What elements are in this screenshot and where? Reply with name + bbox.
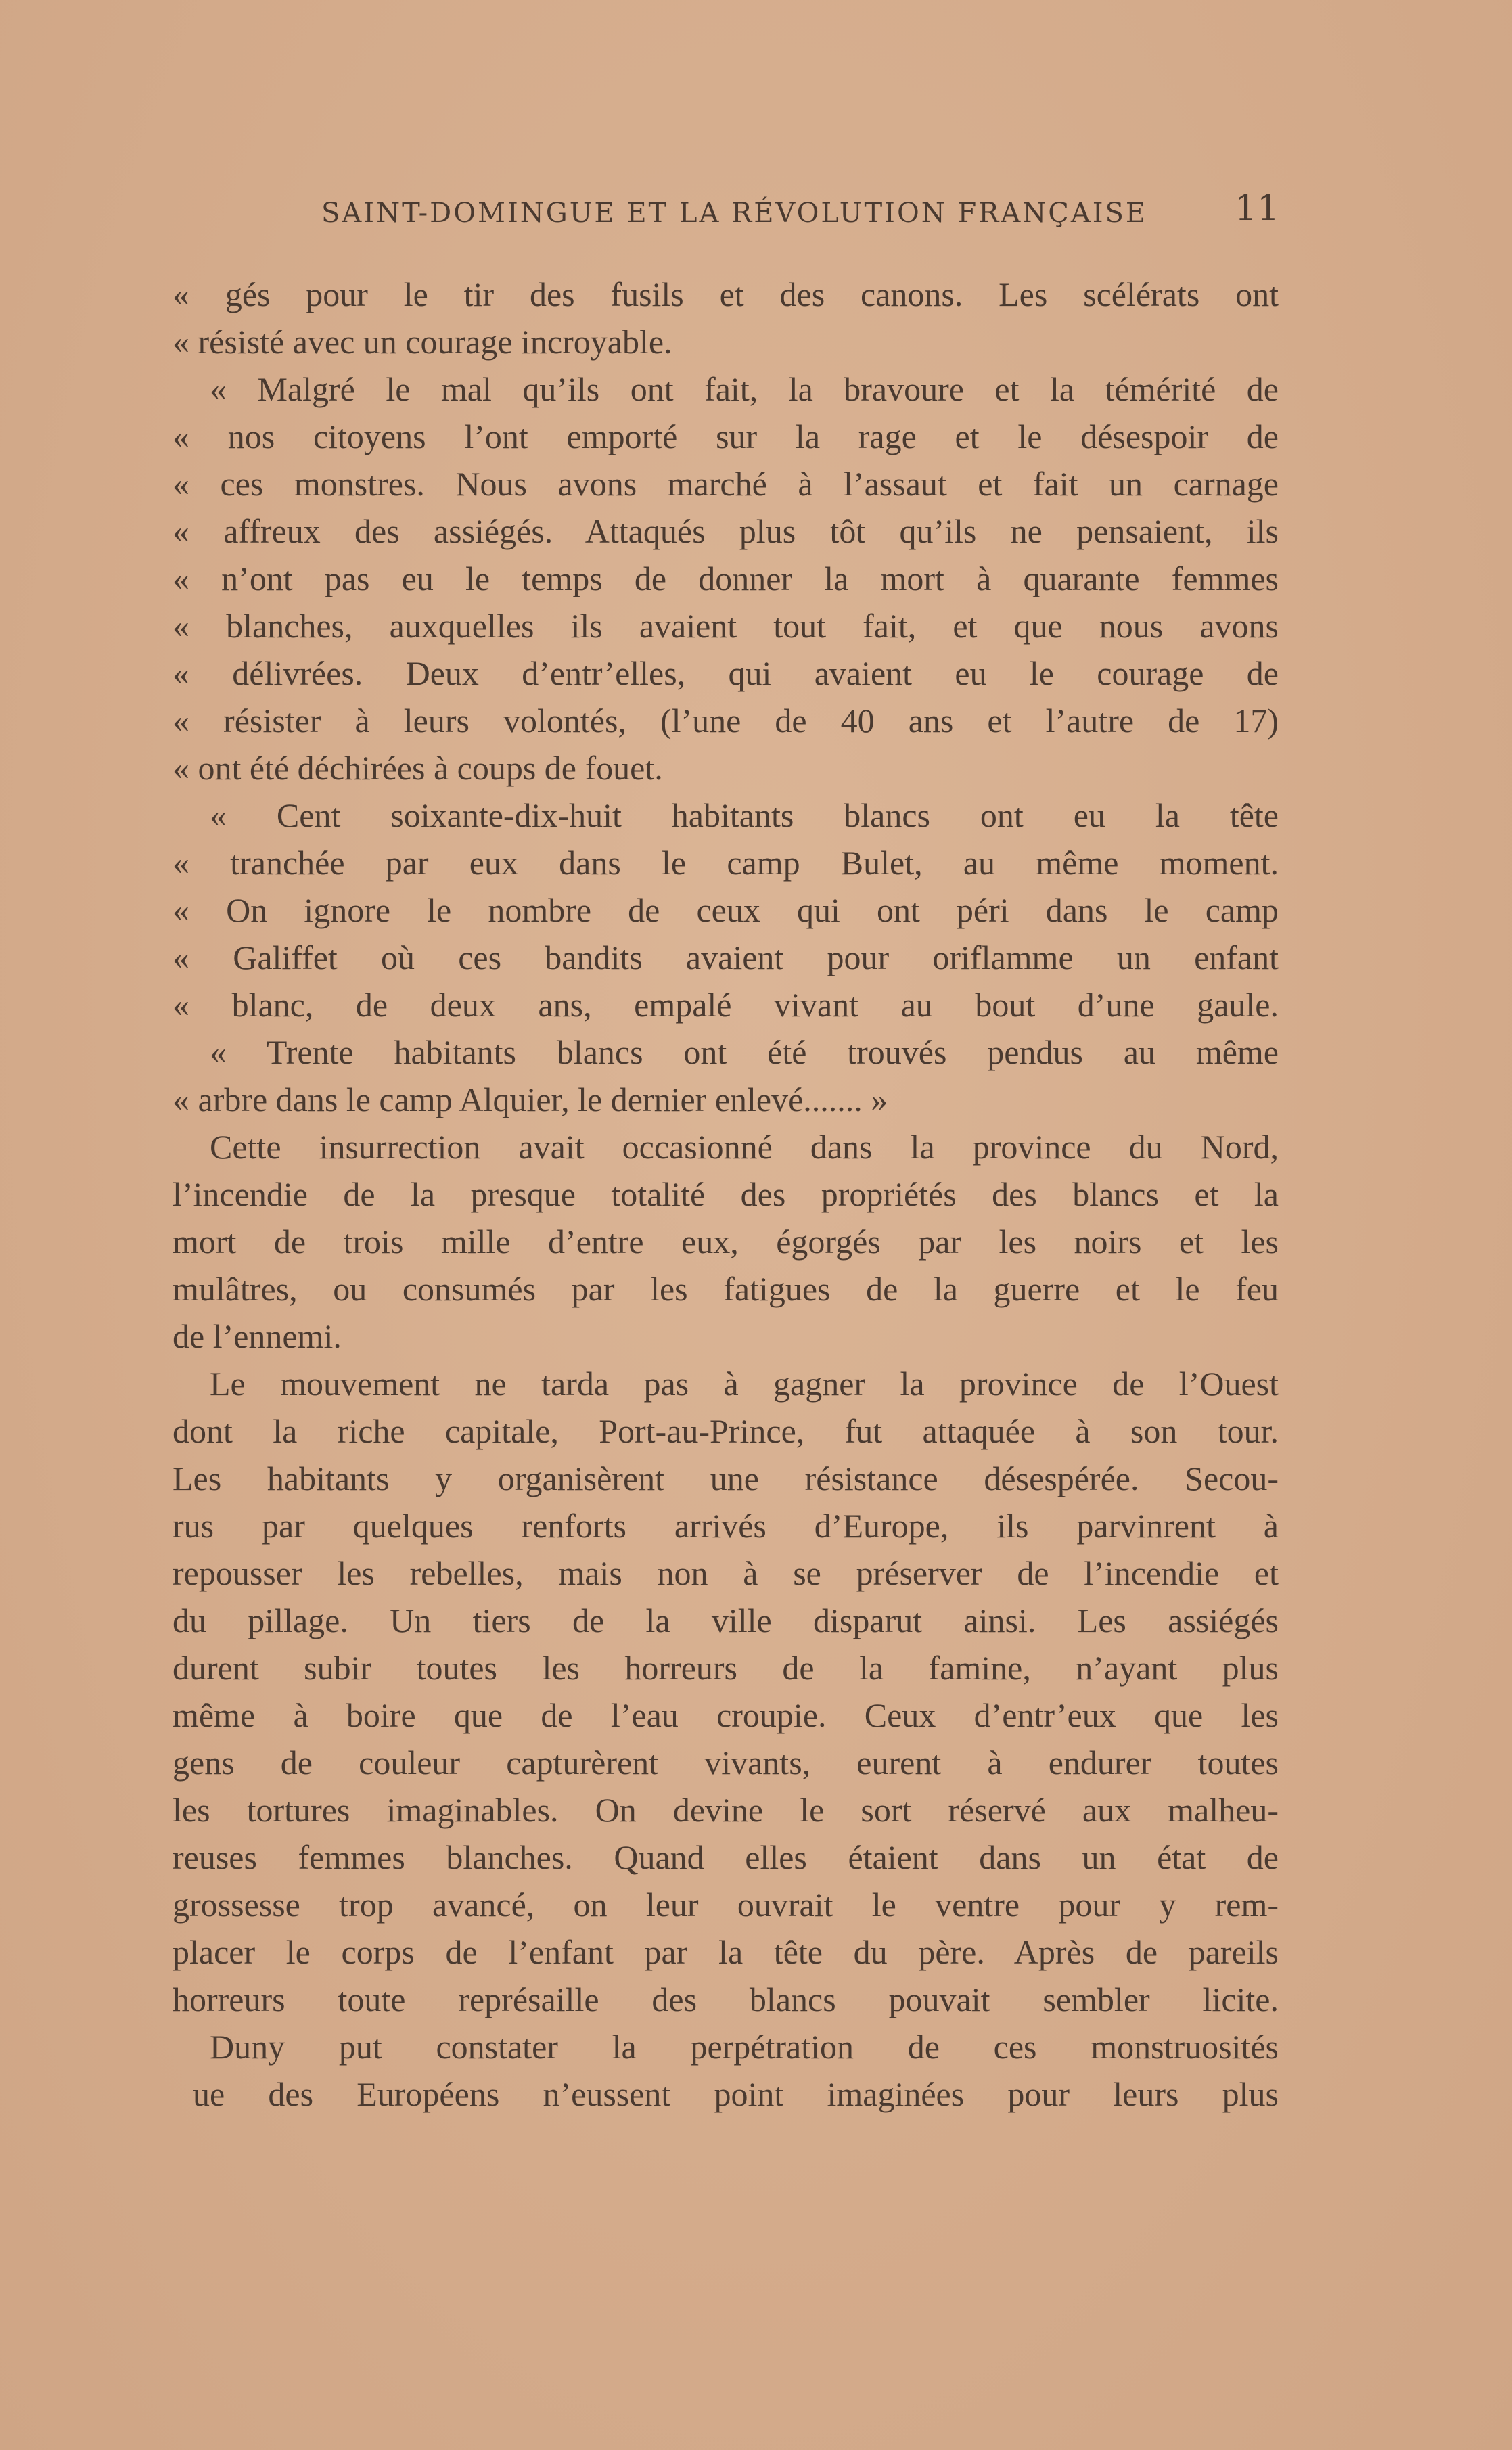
text-line: de l’ennemi. bbox=[173, 1317, 342, 1355]
text-line: rus par quelques renforts arrivés d’Europe, ils parvinrent à bbox=[173, 1507, 1279, 1545]
page-number: 11 bbox=[1235, 188, 1280, 229]
text-line: « blanches, auxquelles ils avaient tout fait, et que nous avons bbox=[173, 607, 1279, 645]
text-line: horreurs toute représaille des blancs pouvait sembler licite. bbox=[173, 1980, 1279, 2018]
text-line: « délivrées. Deux d’entr’elles, qui avaient eu le courage de bbox=[173, 654, 1279, 692]
text-line: « affreux des assiégés. Attaqués plus tôt qu’ils ne pensaient, ils bbox=[173, 512, 1279, 550]
text-line: « blanc, de deux ans, empalé vivant au bout d’une gaule. bbox=[173, 986, 1279, 1024]
text-line: ue des Européens n’eussent point imaginées pour leurs plus bbox=[193, 2075, 1279, 2113]
text-line: placer le corps de l’enfant par la tête du père. Après de pareils bbox=[173, 1933, 1279, 1971]
text-line: Duny put constater la perpétration de ces monstruosités bbox=[210, 2028, 1279, 2066]
text-line: mort de trois mille d’entre eux, égorgés par les noirs et les bbox=[173, 1223, 1279, 1261]
text-line: gens de couleur capturèrent vivants, eurent à endurer toutes bbox=[173, 1744, 1279, 1782]
text-line: « résister à leurs volontés, (l’une de 40 ans et l’autre de 17) bbox=[173, 702, 1279, 740]
text-line: « résisté avec un courage incroyable. bbox=[173, 323, 672, 361]
text-line: « Cent soixante-dix-huit habitants blancs ont eu la tête bbox=[210, 796, 1279, 834]
text-line: « ces monstres. Nous avons marché à l’assaut et fait un carnage bbox=[173, 465, 1279, 503]
text-line: « tranchée par eux dans le camp Bulet, au même moment. bbox=[173, 844, 1279, 882]
text-line: « nos citoyens l’ont emporté sur la rage et le désespoir de bbox=[173, 417, 1279, 455]
text-line: repousser les rebelles, mais non à se préserver de l’incendie et bbox=[173, 1554, 1279, 1592]
text-line: « Malgré le mal qu’ils ont fait, la bravoure et la témérité de bbox=[210, 370, 1279, 408]
text-line: « Trente habitants blancs ont été trouvés pendus au même bbox=[210, 1033, 1279, 1071]
text-line: durent subir toutes les horreurs de la famine, n’ayant plus bbox=[173, 1649, 1279, 1687]
text-line: dont la riche capitale, Port-au-Prince, fut attaquée à son tour. bbox=[173, 1412, 1279, 1450]
text-line: « Galiffet où ces bandits avaient pour oriflamme un enfant bbox=[173, 938, 1279, 976]
text-line: mulâtres, ou consumés par les fatigues de la guerre et le feu bbox=[173, 1270, 1279, 1308]
text-line: du pillage. Un tiers de la ville disparut ainsi. Les assiégés bbox=[173, 1602, 1279, 1639]
text-line: l’incendie de la presque totalité des propriétés des blancs et la bbox=[173, 1175, 1279, 1213]
text-line: « On ignore le nombre de ceux qui ont péri dans le camp bbox=[173, 891, 1279, 929]
text-line: reuses femmes blanches. Quand elles étaient dans un état de bbox=[173, 1838, 1279, 1876]
text-line: « ont été déchirées à coups de fouet. bbox=[173, 749, 663, 787]
text-line: grossesse trop avancé, on leur ouvrait le ventre pour y rem- bbox=[173, 1886, 1279, 1924]
text-line: « arbre dans le camp Alquier, le dernier enlevé....... » bbox=[173, 1081, 888, 1118]
text-line: les tortures imaginables. On devine le sort réservé aux malheu- bbox=[173, 1791, 1279, 1829]
text-line: Cette insurrection avait occasionné dans la province du Nord, bbox=[210, 1128, 1279, 1166]
text-line: « gés pour le tir des fusils et des canons. Les scélérats ont bbox=[173, 275, 1279, 313]
running-title: SAINT-DOMINGUE ET LA RÉVOLUTION FRANÇAISE bbox=[321, 198, 1148, 229]
text-line: Le mouvement ne tarda pas à gagner la province de l’Ouest bbox=[210, 1365, 1279, 1403]
text-line: Les habitants y organisèrent une résistance désespérée. Secou- bbox=[173, 1459, 1279, 1497]
text-line: « n’ont pas eu le temps de donner la mort à quarante femmes bbox=[173, 560, 1279, 597]
text-line: même à boire que de l’eau croupie. Ceux d’entr’eux que les bbox=[173, 1696, 1279, 1734]
